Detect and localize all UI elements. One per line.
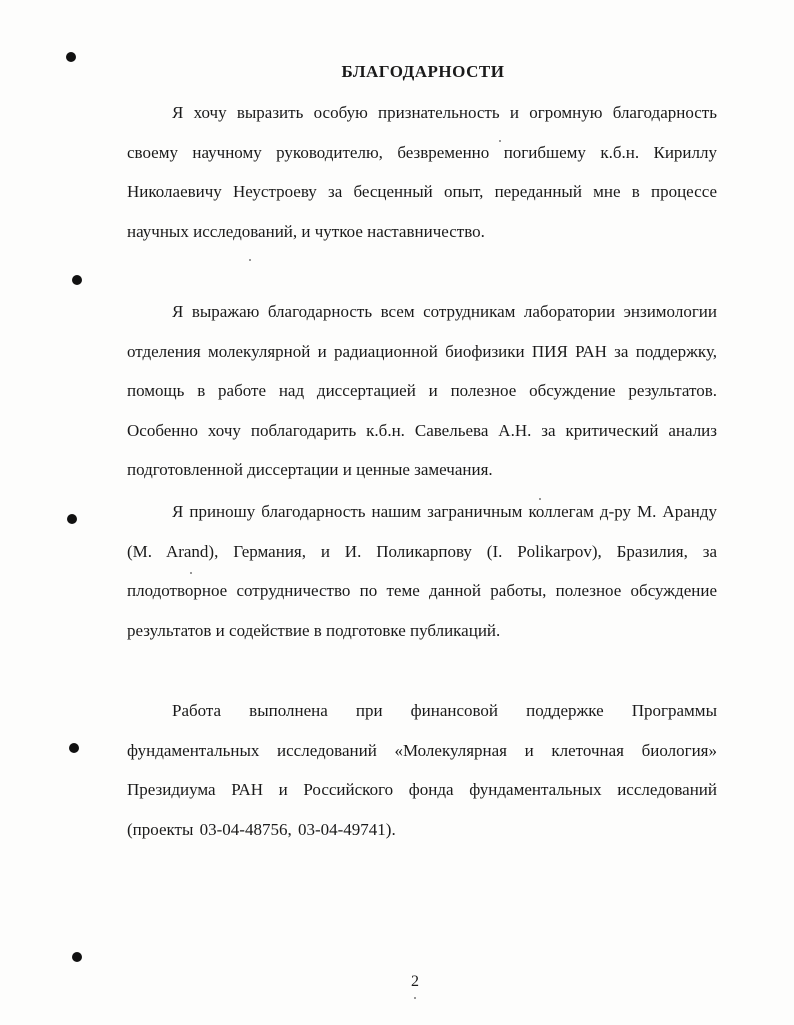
scan-speck [414, 997, 416, 999]
acknowledgement-paragraph: Я хочу выразить особую признательность и огромную благодарность своему научному руководителю, безвременно погибшему к.б.н. Кириллу Николаевичу Неустроеву за бесценный опыт, переданный мне в процессе научных исследований, и чуткое наставничество. [127, 103, 717, 241]
binder-hole-mark [72, 952, 82, 962]
page-title: БЛАГОДАРНОСТИ [341, 62, 505, 81]
acknowledgement-paragraph: Я приношу благодарность нашим заграничным коллегам д-ру М. Аранду (M. Arand), Германия, и И. Поликарпову (I. Polikarpov), Бразилия, за плодотворное сотрудничество по теме данной работы, полезное обсуждение результатов и содействие в подготовке публикаций. [127, 502, 717, 640]
scan-speck [249, 259, 251, 261]
funding-paragraph: Работа выполнена при финансовой поддержке Программы фундаментальных исследований «Молекулярная и клеточная биология» Президиума РАН и Российского фонда фундаментальных исследований (проекты 03-04-48756, 03-04-49741). [127, 701, 717, 839]
acknowledgement-paragraph: Я выражаю благодарность всем сотрудникам лаборатории энзимологии отделения молекулярной и радиационной биофизики ПИЯ РАН за поддержку, помощь в работе над диссертацией и полезное обсуждение результатов. Особенно хочу поблагодарить к.б.н. Савельева А.Н. за критический анализ подготовленной диссертации и ценные замечания. [127, 302, 717, 480]
binder-hole-mark [67, 514, 77, 524]
page-number: 2 [411, 973, 419, 990]
binder-hole-mark [66, 52, 76, 62]
binder-hole-mark [69, 743, 79, 753]
binder-hole-mark [72, 275, 82, 285]
